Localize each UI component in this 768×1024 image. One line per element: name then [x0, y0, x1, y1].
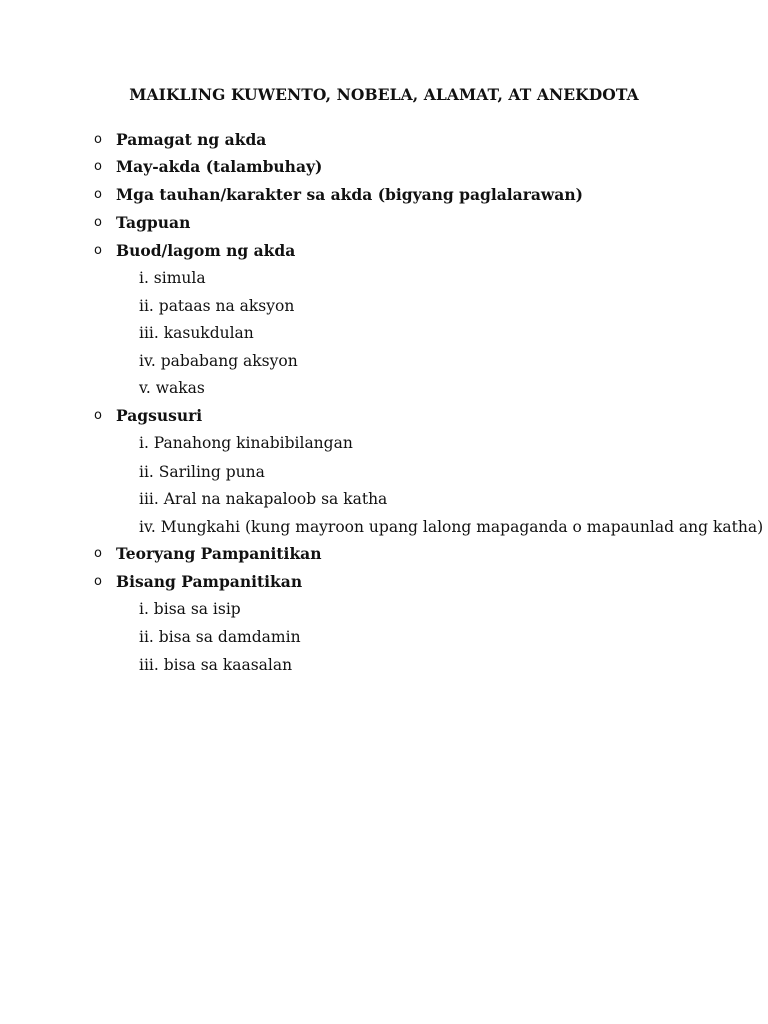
outline-subitem-label: iii. bisa sa kaasalan — [139, 656, 293, 674]
document-title: MAIKLING KUWENTO, NOBELA, ALAMAT, AT ANEKDOTA — [129, 85, 639, 104]
outline-subitem-label: ii. Sariling puna — [139, 463, 265, 481]
outline-item-label: Tagpuan — [116, 213, 191, 232]
outline-subitem-label: iii. Aral na nakapaloob sa katha — [139, 490, 388, 508]
outline-subitem-label: i. bisa sa isip — [139, 600, 241, 618]
bullet-circle-icon: o — [94, 215, 102, 230]
outline-item-label: Pagsusuri — [116, 406, 203, 425]
bullet-circle-icon: o — [94, 546, 102, 561]
outline-subitem-label: v. wakas — [139, 379, 205, 397]
outline-subitem-label: ii. bisa sa damdamin — [139, 628, 301, 646]
outline-item-label: May-akda (talambuhay) — [116, 157, 323, 176]
outline-subitem-label: i. Panahong kinabibilangan — [139, 434, 353, 452]
bullet-circle-icon: o — [94, 408, 102, 423]
outline-item-label: Mga tauhan/karakter sa akda (bigyang paglalarawan) — [116, 185, 583, 204]
outline-item-label: Teoryang Pampanitikan — [116, 544, 322, 563]
outline-subitem-label: iv. Mungkahi (kung mayroon upang lalong mapaganda o mapaunlad ang katha) — [139, 518, 764, 536]
bullet-circle-icon: o — [94, 243, 102, 258]
outline-item-label: Buod/lagom ng akda — [116, 241, 296, 260]
bullet-circle-icon: o — [94, 574, 102, 589]
outline-item-label: Bisang Pampanitikan — [116, 572, 303, 591]
outline-item-label: Pamagat ng akda — [116, 130, 267, 149]
bullet-circle-icon: o — [94, 159, 102, 174]
outline-subitem-label: iv. pababang aksyon — [139, 352, 298, 370]
bullet-circle-icon: o — [94, 187, 102, 202]
outline-subitem-label: i. simula — [139, 269, 206, 287]
outline-subitem-label: ii. pataas na aksyon — [139, 297, 295, 315]
outline-subitem-label: iii. kasukdulan — [139, 324, 254, 342]
bullet-circle-icon: o — [94, 132, 102, 147]
